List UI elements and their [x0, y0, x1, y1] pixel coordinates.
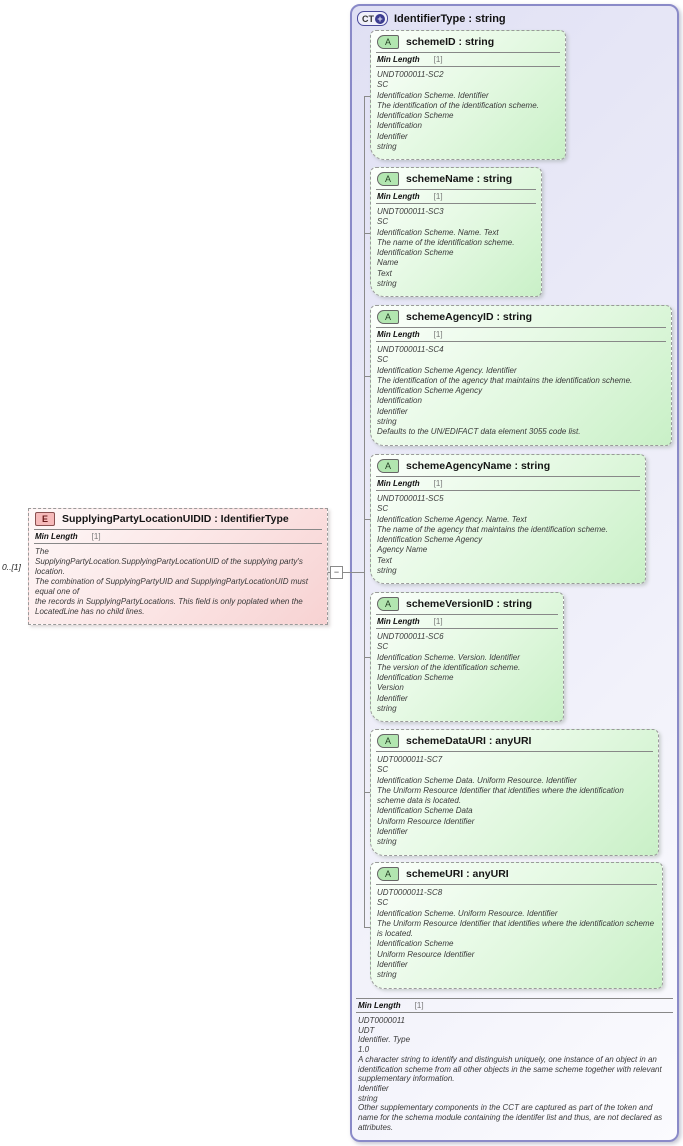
attribute-box[interactable] — [370, 305, 672, 446]
element-header — [34, 509, 322, 530]
attribute-title: schemeDataURI : anyURI — [406, 735, 532, 747]
annotation-line: UNDT000011-SC4 — [377, 345, 444, 354]
attribute-header — [376, 593, 558, 615]
collapse-toggle[interactable]: − — [330, 566, 343, 579]
annotation-line: SC — [377, 504, 389, 514]
annotation-line: A character string to identify and distinguish uniquely, one instance of an object in an identification scheme from all other objects in the same scheme together with relevant supplementary information. — [358, 1054, 662, 1084]
attribute-box[interactable] — [370, 592, 564, 722]
annotation-line: Identifier — [377, 406, 408, 416]
complextype-facet-row — [356, 998, 673, 1013]
attribute-box[interactable] — [370, 454, 646, 584]
annotation-line: The Uniform Resource Identifier that identifies where the identification scheme data is located. — [377, 785, 624, 806]
annotation-line: Identifier — [377, 827, 408, 837]
attribute-header — [376, 455, 640, 477]
annotation-line: Identification Scheme Agency. Identifier — [377, 365, 517, 375]
attribute-facet-row — [376, 328, 666, 342]
attribute-facet-row — [376, 190, 536, 204]
attribute-header — [376, 168, 536, 190]
attribute-header — [376, 31, 560, 53]
annotation-line: string — [377, 970, 397, 980]
annotation-line: The Uniform Resource Identifier that identifies where the identification scheme is located. — [377, 918, 655, 939]
facet-value: [1] — [433, 617, 443, 626]
annotation-line: UNDT000011-SC3 — [377, 207, 444, 216]
annotation-line: Identification — [377, 396, 422, 406]
attribute-title: schemeVersionID : string — [406, 598, 533, 610]
annotation-line: Name — [377, 258, 399, 268]
facet-value: [1] — [433, 479, 443, 488]
annotation-line: SC — [377, 898, 389, 908]
annotation-line: Identification Scheme Agency. Name. Text — [377, 514, 527, 524]
element-annotation — [29, 544, 327, 624]
attribute-title: schemeAgencyID : string — [406, 311, 533, 323]
complextype-icon — [357, 11, 388, 26]
annotation-line: string — [377, 279, 397, 289]
attribute-annotation — [371, 67, 565, 159]
attribute-icon: A — [377, 867, 399, 881]
annotation-line: Identification Scheme. Version. Identifier — [377, 652, 520, 662]
complextype-box-identifiertype[interactable] — [350, 4, 679, 1142]
annotation-line: The name of the identification scheme. — [377, 237, 515, 247]
annotation-line: The identification of the identification scheme. — [377, 100, 539, 110]
annotation-line: string — [377, 142, 397, 152]
annotation-line: Identification Scheme Agency — [377, 535, 483, 545]
annotation-line: Identifier — [377, 960, 408, 970]
attribute-title: schemeURI : anyURI — [406, 868, 509, 880]
annotation-line: UNDT000011-SC6 — [377, 632, 444, 641]
annotation-line: Identification Scheme — [377, 673, 454, 683]
annotation-line: Identification Scheme — [377, 111, 454, 121]
attribute-facet-row — [376, 477, 640, 491]
attribute-icon: A — [377, 597, 399, 611]
annotation-line: string — [377, 837, 397, 847]
complextype-facets — [356, 998, 673, 1136]
annotation-line: Version — [377, 683, 404, 693]
annotation-line: SC — [377, 765, 389, 775]
annotation-line: string — [377, 566, 397, 576]
annotation-line: The name of the agency that maintains the identification scheme. — [377, 524, 608, 534]
annotation-line: UDT — [358, 1025, 375, 1035]
element-icon: E — [35, 512, 55, 526]
facet-name: Min Length — [377, 330, 420, 339]
attribute-spine-line — [364, 96, 365, 928]
attribute-annotation — [371, 885, 662, 988]
attribute-header — [376, 730, 653, 752]
annotation-line: The — [35, 547, 49, 556]
annotation-line: SupplyingPartyLocation.SupplyingPartyLocationUID of the supplying party's location. — [35, 557, 303, 576]
attribute-box[interactable] — [370, 167, 542, 297]
plus-icon: + — [375, 14, 385, 24]
annotation-line: Defaults to the UN/EDIFACT data element 3055 code list. — [377, 427, 581, 437]
annotation-line: string — [377, 704, 397, 714]
complextype-icon-label: CT — [362, 13, 374, 24]
attribute-annotation — [371, 342, 671, 445]
annotation-line: Identification Scheme. Identifier — [377, 90, 489, 100]
annotation-line: The combination of SupplyingPartyUID and SupplyingPartyLocationUID must equal one of — [35, 577, 309, 596]
attribute-box[interactable] — [370, 729, 659, 856]
annotation-line: Identification Scheme — [377, 248, 454, 258]
annotation-line: SC — [377, 642, 389, 652]
annotation-line: Text — [377, 268, 392, 278]
facet-name: Min Length — [377, 479, 420, 488]
attribute-annotation — [371, 491, 645, 583]
facet-value: [1] — [414, 1001, 424, 1010]
facet-value: [1] — [91, 532, 101, 541]
annotation-line: UDT0000011 — [358, 1016, 405, 1025]
facet-value: [1] — [433, 55, 443, 64]
annotation-line: string — [377, 417, 397, 427]
annotation-line: string — [358, 1093, 378, 1103]
annotation-line: Identifier — [377, 131, 408, 141]
attribute-icon: A — [377, 459, 399, 473]
annotation-line: LocatedLine has no child lines. — [35, 607, 145, 616]
annotation-line: Identification Scheme — [377, 939, 454, 949]
annotation-line: Identification Scheme. Uniform Resource. Identifier — [377, 908, 558, 918]
annotation-line: Uniform Resource Identifier — [377, 949, 475, 959]
annotation-line: the records in SupplyingPartyLocations. This field is only poplated when the — [35, 597, 303, 606]
attribute-box[interactable] — [370, 862, 663, 989]
attribute-icon: A — [377, 310, 399, 324]
annotation-line: UDT0000011-SC7 — [377, 755, 443, 764]
attribute-title: schemeID : string — [406, 36, 495, 48]
element-box-supplyingpartylocationuidid[interactable] — [28, 508, 328, 625]
complextype-annotation — [356, 1013, 673, 1136]
attribute-box[interactable] — [370, 30, 566, 160]
annotation-line: Identifier — [358, 1083, 389, 1093]
annotation-line: The identification of the agency that maintains the identification scheme. — [377, 375, 633, 385]
annotation-line: Uniform Resource Identifier — [377, 816, 475, 826]
facet-name: Min Length — [377, 617, 420, 626]
annotation-line: 1.0 — [358, 1045, 370, 1055]
complextype-title: IdentifierType : string — [394, 12, 506, 25]
element-title: SupplyingPartyLocationUIDID : IdentifierType — [62, 513, 289, 525]
facet-name: Min Length — [358, 1001, 401, 1010]
attribute-title: schemeName : string — [406, 173, 513, 185]
annotation-line: Other supplementary components in the CCT are captured as part of the token and name for the schema module containing the identifer list and thus, are not declared as attributes. — [358, 1103, 663, 1132]
annotation-line: Identifier — [377, 693, 408, 703]
attribute-annotation — [371, 752, 658, 855]
attribute-annotation — [371, 204, 541, 296]
annotation-line: The version of the identification scheme. — [377, 662, 521, 672]
facet-value: [1] — [433, 330, 443, 339]
attribute-annotation — [371, 629, 563, 721]
annotation-line: UNDT000011-SC2 — [377, 70, 444, 79]
attribute-header — [376, 863, 657, 885]
annotation-line: Identification Scheme Data — [377, 806, 473, 816]
annotation-line: UDT0000011-SC8 — [377, 888, 443, 897]
annotation-line: SC — [377, 217, 389, 227]
attribute-icon: A — [377, 734, 399, 748]
element-facet-row — [34, 530, 322, 544]
cardinality-label: 0..[1] — [2, 562, 21, 572]
annotation-line: Identification Scheme. Name. Text — [377, 227, 499, 237]
annotation-line: Text — [377, 555, 392, 565]
attribute-icon: A — [377, 172, 399, 186]
attribute-facet-row — [376, 615, 558, 629]
attribute-icon: A — [377, 35, 399, 49]
attribute-facet-row — [376, 53, 560, 67]
annotation-line: Identification — [377, 121, 422, 131]
attribute-header — [376, 306, 666, 328]
annotation-line: SC — [377, 80, 389, 90]
annotation-line: Agency Name — [377, 545, 428, 555]
annotation-line: SC — [377, 355, 389, 365]
facet-name: Min Length — [377, 192, 420, 201]
facet-name: Min Length — [377, 55, 420, 64]
annotation-line: Identification Scheme Agency — [377, 386, 483, 396]
attribute-title: schemeAgencyName : string — [406, 460, 551, 472]
annotation-line: UNDT000011-SC5 — [377, 494, 444, 503]
annotation-line: Identification Scheme Data. Uniform Resource. Identifier — [377, 775, 577, 785]
complextype-header — [352, 6, 677, 29]
facet-name: Min Length — [35, 532, 78, 541]
facet-value: [1] — [433, 192, 443, 201]
annotation-line: Identifier. Type — [358, 1035, 411, 1045]
